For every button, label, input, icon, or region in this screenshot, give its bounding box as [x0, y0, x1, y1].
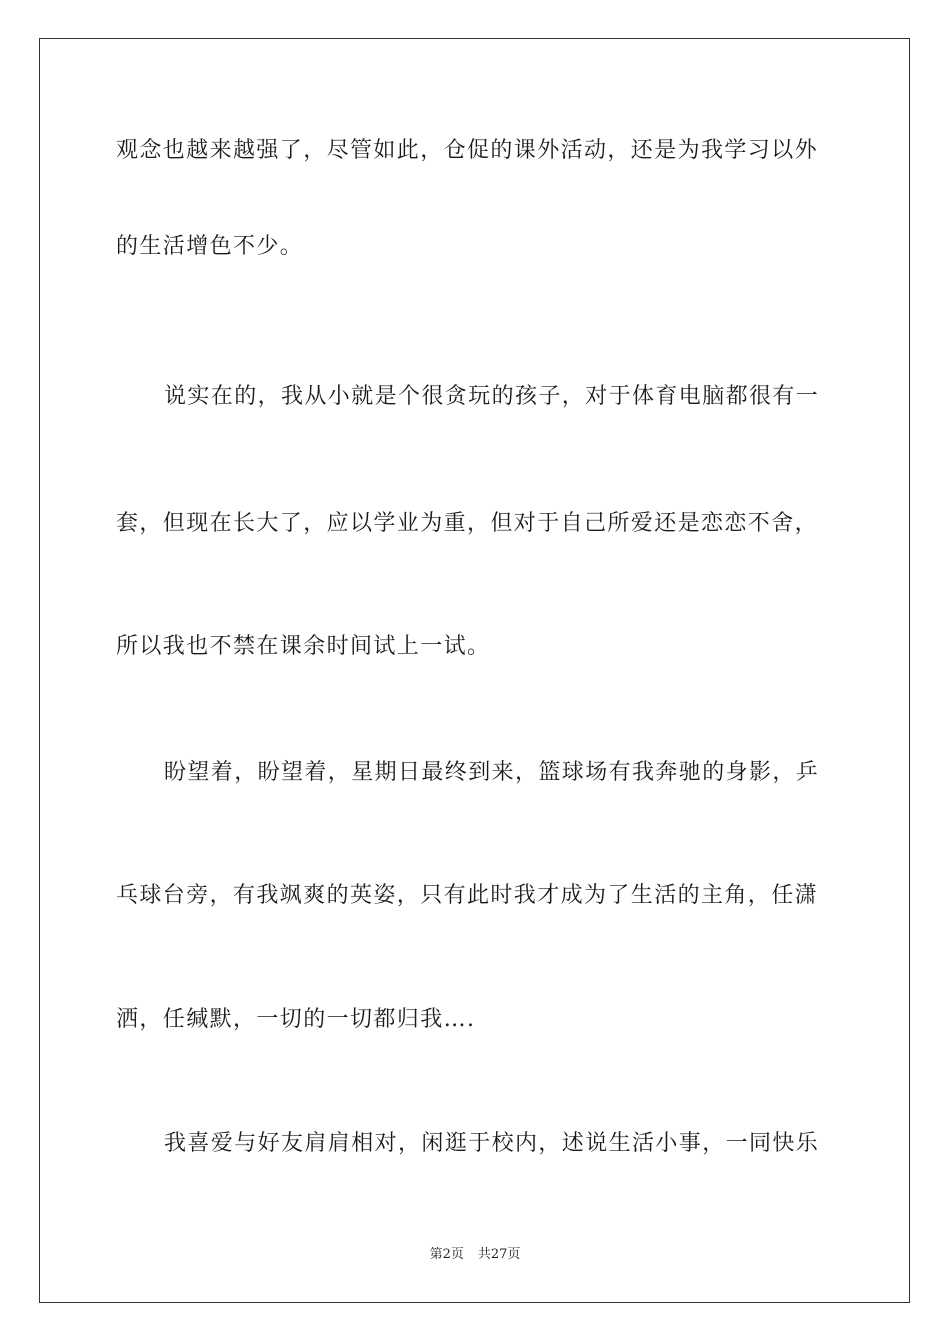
text-line-4: 套，但现在长大了，应以学业为重，但对于自己所爱还是恋恋不舍，: [116, 511, 819, 536]
text-line-6: 盼望着，盼望着，星期日最终到来，篮球场有我奔驰的身影，乒: [164, 760, 820, 785]
text-line-9: 我喜爱与好友肩肩相对，闲逛于校内，述说生活小事，一同快乐: [164, 1131, 820, 1156]
text-line-8: 洒，任缄默，一切的一切都归我….: [116, 1007, 476, 1032]
page-total: 共27页: [477, 1247, 521, 1262]
text-line-1: 观念也越来越强了，尽管如此，仓促的课外活动，还是为我学习以外: [116, 138, 819, 163]
page-border: [39, 38, 910, 1303]
page-footer: [0, 1246, 950, 1264]
text-line-3: 说实在的，我从小就是个很贪玩的孩子，对于体育电脑都很有一: [164, 384, 820, 409]
text-line-2: 的生活增色不少。: [116, 234, 304, 259]
page-number: 第2页: [429, 1247, 464, 1262]
text-line-7: 乓球台旁，有我飒爽的英姿，只有此时我才成为了生活的主角，任潇: [116, 883, 819, 908]
text-line-5: 所以我也不禁在课余时间试上一试。: [116, 634, 491, 659]
